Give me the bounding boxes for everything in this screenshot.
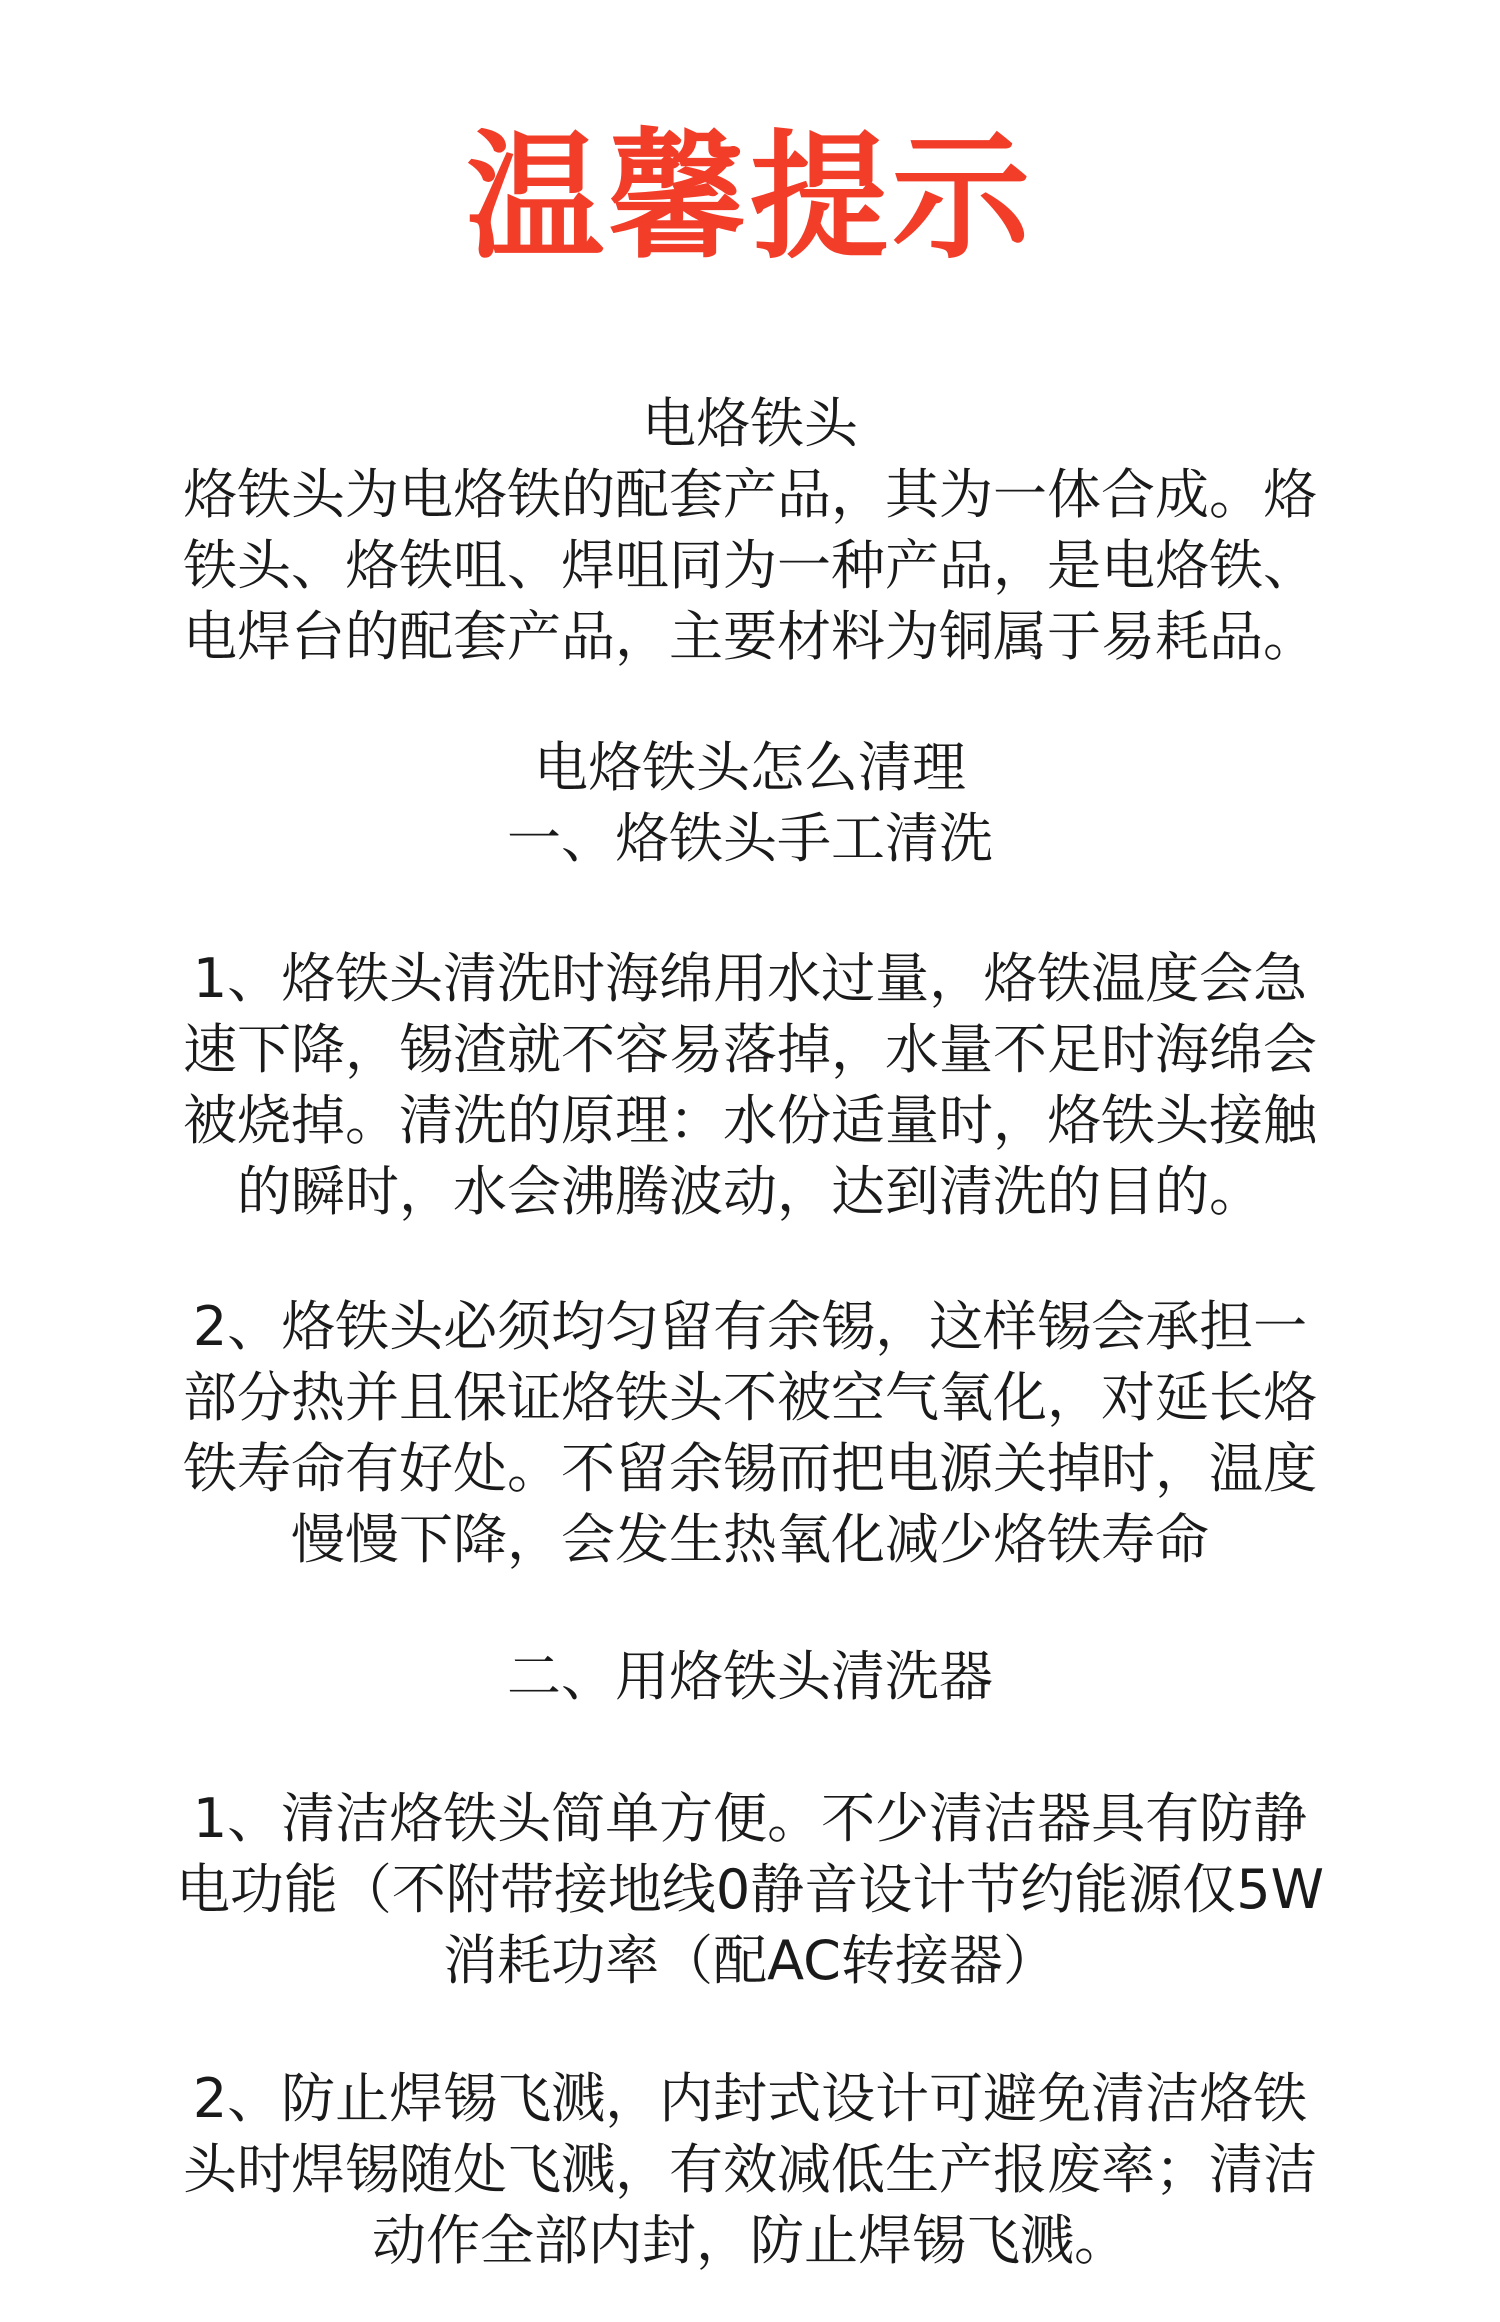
intro-heading: 电烙铁头 [642,392,858,455]
cleaning-heading: 电烙铁头怎么清理 [534,736,966,799]
section2-heading-block [140,1641,1360,1712]
page-title: 温馨提示 [465,117,1034,278]
paragraph-line: 电功能（不附带接地线0静音设计节约能源仅5W [175,1858,1325,1921]
section1-item2 [140,1291,1360,1575]
paragraph-line: 的瞬时，水会沸腾波动，达到清洗的目的。 [237,1160,1263,1223]
paragraph-line: 铁寿命有好处。不留余锡而把电源关掉时，温度 [183,1437,1317,1500]
paragraph-line: 头时焊锡随处飞溅，有效减低生产报废率；清洁 [183,2138,1317,2201]
paragraph-line: 消耗功率（配AC转接器） [443,1929,1057,1992]
section2-item2 [140,2063,1360,2276]
section2-item1 [140,1783,1360,1996]
paragraph-line: 1、烙铁头清洗时海绵用水过量，烙铁温度会急 [192,947,1308,1010]
paragraph-line: 慢慢下降，会发生热氧化减少烙铁寿命 [291,1508,1209,1571]
paragraph-line: 动作全部内封，防止焊锡飞溅。 [372,2209,1128,2272]
section1-item1 [140,943,1360,1227]
cleaning-headings [140,732,1360,874]
paragraph-line: 速下降，锡渣就不容易落掉，水量不足时海绵会 [183,1018,1317,1081]
paragraph-line: 2、防止焊锡飞溅，内封式设计可避免清洁烙铁 [192,2067,1308,2130]
paragraph-line: 2、烙铁头必须均匀留有余锡，这样锡会承担一 [192,1295,1308,1358]
intro-line: 铁头、烙铁咀、焊咀同为一种产品，是电烙铁、 [183,534,1317,597]
intro-block [140,388,1360,672]
paragraph-line: 部分热并且保证烙铁头不被空气氧化，对延长烙 [183,1366,1317,1429]
paragraph-line: 被烧掉。清洗的原理：水份适量时，烙铁头接触 [183,1089,1317,1152]
paragraph-line: 1、清洁烙铁头简单方便。不少清洁器具有防静 [192,1787,1308,1850]
section2-heading: 二、用烙铁头清洗器 [507,1645,993,1708]
intro-line: 烙铁头为电烙铁的配套产品，其为一体合成。烙 [183,463,1317,526]
section1-heading: 一、烙铁头手工清洗 [507,807,993,870]
intro-line: 电焊台的配套产品，主要材料为铜属于易耗品。 [183,605,1317,668]
